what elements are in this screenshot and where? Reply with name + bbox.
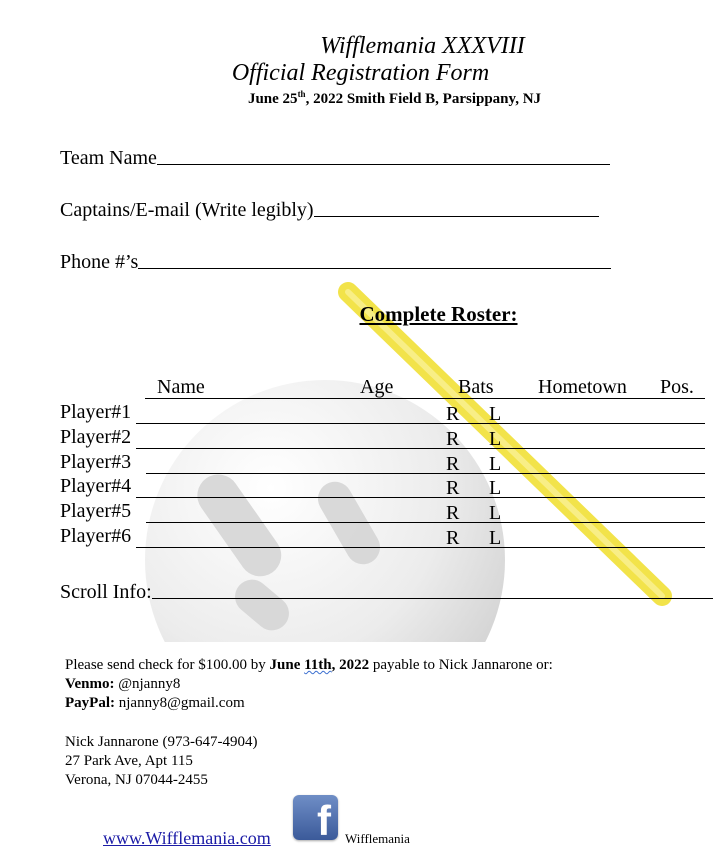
bats-right-option[interactable]: R: [446, 403, 460, 425]
roster-row[interactable]: [60, 450, 705, 474]
bats-right-option[interactable]: R: [446, 477, 460, 499]
roster-row[interactable]: [60, 524, 705, 548]
paypal-email: njanny8@gmail.com: [115, 695, 245, 711]
paypal-label: PayPal:: [65, 695, 115, 711]
event-title: Wifflemania XXXVIII: [320, 33, 525, 59]
address-city: Verona, NJ 07044-2455: [65, 772, 208, 788]
column-name: Name: [157, 376, 205, 398]
facebook-icon[interactable]: f: [293, 795, 338, 840]
phone-line[interactable]: [138, 267, 611, 269]
bats-left-option[interactable]: L: [489, 428, 502, 450]
bats-left-option[interactable]: L: [489, 502, 502, 524]
team-name-line[interactable]: [157, 163, 610, 165]
bats-right-option[interactable]: R: [446, 453, 460, 475]
column-age: Age: [360, 376, 394, 398]
column-bats: Bats: [458, 376, 494, 398]
captains-email-line[interactable]: [314, 215, 599, 217]
payment-instructions: Please send check for $100.00 by June 11th, 2022 payable to Nick Jannarone or:: [65, 657, 553, 673]
bats-left-option[interactable]: L: [489, 527, 502, 549]
player-label: Player#6: [60, 525, 132, 547]
roster-header-rule: [145, 398, 705, 399]
roster-row[interactable]: [60, 425, 705, 449]
address-street: 27 Park Ave, Apt 115: [65, 753, 193, 769]
player-entry-line[interactable]: [136, 423, 705, 424]
roster-row[interactable]: [60, 499, 705, 523]
player-entry-line[interactable]: [136, 448, 705, 449]
player-entry-line[interactable]: [136, 547, 705, 548]
roster-row[interactable]: [60, 474, 705, 498]
paypal-line: [65, 695, 245, 712]
player-label: Player#5: [60, 500, 132, 522]
venmo-line: [65, 676, 180, 693]
team-name-field[interactable]: [60, 147, 610, 170]
bats-right-option[interactable]: R: [446, 527, 460, 549]
website-link[interactable]: www.Wifflemania.com: [103, 828, 271, 848]
scroll-info-label: Scroll Info:: [60, 581, 152, 603]
captains-email-field[interactable]: [60, 199, 599, 222]
roster-heading: Complete Roster:: [359, 302, 518, 326]
venmo-handle: @njanny8: [114, 676, 181, 692]
form-title: Official Registration Form: [231, 60, 490, 86]
player-label: Player#4: [60, 475, 132, 497]
player-entry-line[interactable]: [136, 497, 705, 498]
phone-field[interactable]: [60, 251, 611, 274]
bats-left-option[interactable]: L: [489, 453, 502, 475]
column-hometown: Hometown: [538, 376, 627, 398]
team-name-label: Team Name: [60, 147, 157, 169]
captains-email-label: Captains/E-mail (Write legibly): [60, 199, 314, 221]
roster-row[interactable]: [60, 400, 705, 424]
bats-right-option[interactable]: R: [446, 502, 460, 524]
contact-name-phone: Nick Jannarone (973-647-4904): [65, 734, 258, 750]
column-pos: Pos.: [660, 376, 694, 398]
scroll-info-field[interactable]: [60, 581, 713, 604]
bats-right-option[interactable]: R: [446, 428, 460, 450]
player-label: Player#2: [60, 426, 132, 448]
event-date-location: June 25th, 2022 Smith Field B, Parsippany, NJ: [247, 89, 542, 107]
phone-label: Phone #’s: [60, 251, 139, 273]
player-label: Player#3: [60, 451, 132, 473]
bats-left-option[interactable]: L: [489, 477, 502, 499]
bats-left-option[interactable]: L: [489, 403, 502, 425]
player-entry-line[interactable]: [146, 522, 705, 523]
facebook-label: Wifflemania: [345, 831, 410, 846]
scroll-info-line[interactable]: [152, 597, 713, 599]
venmo-label: Venmo:: [65, 676, 115, 692]
player-label: Player#1: [60, 401, 132, 423]
